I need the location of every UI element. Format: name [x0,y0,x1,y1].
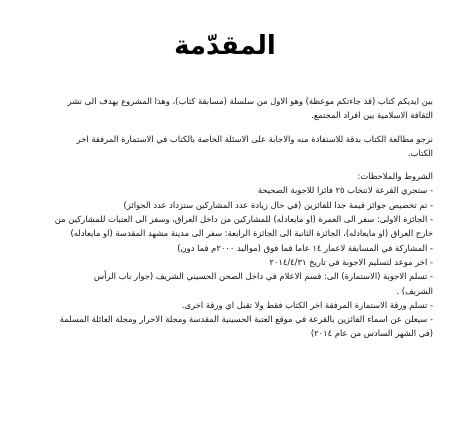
condition-5-line-1: - اخر موعد لتسليم الاجوبة في تاريخ ٢٠١٤/٤/٣١ [269,256,433,267]
request-line-2: الكتاب. [407,147,433,158]
condition-8-line-1: - سيعلن عن اسماء الفائزين بالقرعة في موقع العتبة الحسينية المقدسة ومجلة الاحرار ومجلة العائلة المسلمة [59,314,433,325]
intro-paragraph [15,94,433,123]
condition-6-line-1: - تسلم الاجوبة (الاستمارة) الى: قسم الاعلام في داخل الصحن الحسيني الشريف (جوار باب الرأس [93,271,433,282]
intro-line-2: الثقافة الاسلامية بين افراد المجتمع. [311,110,433,121]
condition-8-line-2: (في الشهر السادس من عام ٢٠١٤) [310,328,433,339]
condition-1-line-1: - ستجري القرعة لانتخاب ٢٥ فائزا للاجوبة الصحيحة [257,185,433,196]
condition-6-line-2: الشريف) . [396,285,433,296]
list-item [15,298,433,312]
document-body [15,94,433,341]
list-item [15,255,433,269]
list-item [15,241,433,255]
condition-7-line-1: - تسلم ورقة الاستمارة المرفقة اخر الكتاب فقط ولا تقبل اي ورقة اخرى. [181,299,433,310]
request-line-1: نرجو مطالعة الكتاب بدقة للاستفادة منه والاجابة على الاسئلة الخاصة بالكتاب في الاستمارة المرفقة اخر [76,133,433,144]
conditions-list [15,183,433,340]
condition-2-line-1: - تم تخصيص جوائز قيمة جدا للفائزين (في حال زيادة عدد المشاركين ستزداد عدد الجوائز) [123,199,433,210]
conditions-heading: الشروط والملاحظات: [357,171,433,182]
page-title: المقدّمة [174,31,276,61]
list-item [15,312,433,341]
list-item [15,269,433,298]
intro-line-1: بين ايديكم كتاب (قد جاءتكم موعظة) وهو الاول من سلسلة (مسابقة كتاب)، وهذا المشروع يهدف الى نشر [67,96,433,106]
list-item [15,212,433,241]
condition-3-line-2: خارج العراق (او مايعادله)، الجائزة الثانية الى الجائزة الرابعة: سفر الى مدينة مشهد المقدسة (او مايعادله) [70,228,433,239]
list-item [15,183,433,197]
condition-4-line-1: - المشاركة في المسابقة لاعمار ١٤ عاما فما فوق (مواليد ٢٠٠٠م فما دون) [177,242,433,253]
list-item [15,198,433,212]
condition-3-line-1: - الجائزة الاولى: سفر الى العمرة (او مايعادله) للمشاركين من داخل العراق، وسفر الى العتبات للمشاركين من [54,214,433,225]
request-paragraph [15,132,433,161]
